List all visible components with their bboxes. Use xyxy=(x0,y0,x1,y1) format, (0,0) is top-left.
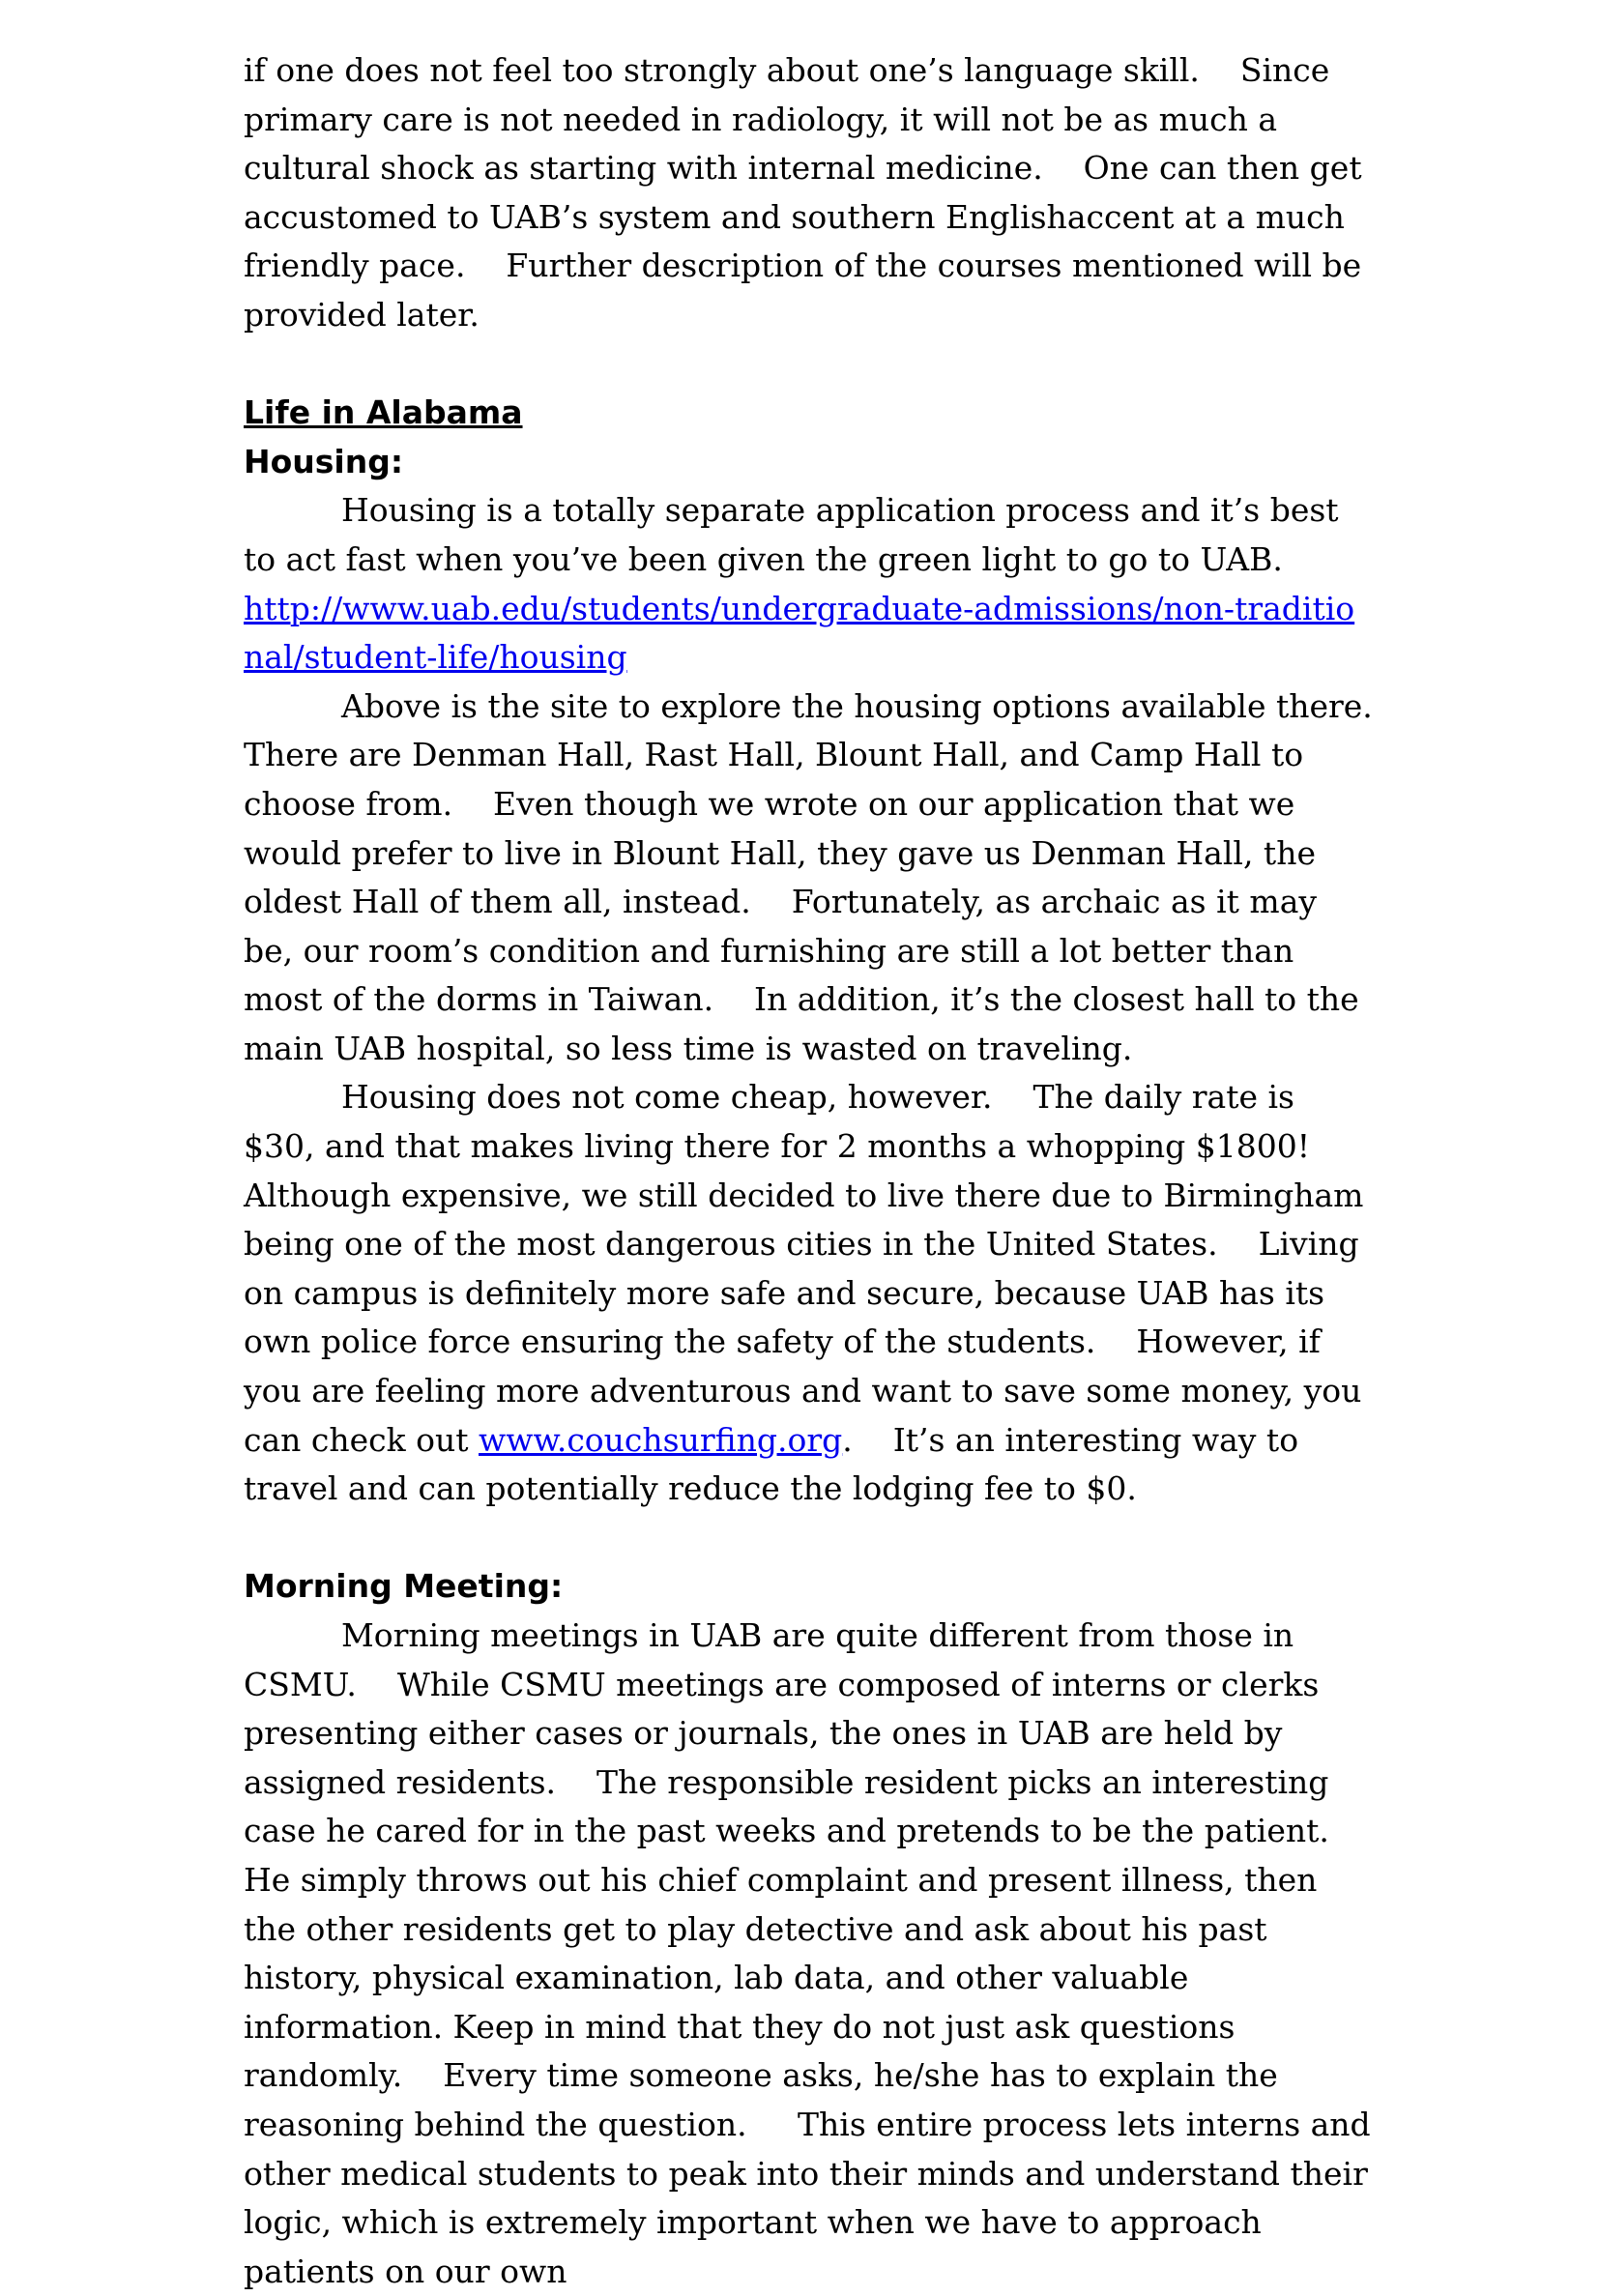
morning-meeting-paragraph: Morning meetings in UAB are quite different from those in CSMU. While CSMU meetings are composed of interns or clerks presenting either cases or journals, the ones in UAB are held by assigned residents. The responsible resident picks an interesting case he cared for in the past weeks and pretends to be the patient. He simply throws out his chief complaint and present illness, then the other residents get to play detective and ask about his past history, physical examination, lab data, and other valuable information. Keep in mind that they do not just ask questions randomly. Every time someone asks, he/she has to explain the reasoning behind the question. This entire process lets interns and other medical students to peak into their minds and understand their logic, which is extremely important when we have to approach patients on our own xyxy=(244,1616,1381,2290)
housing-heading: Housing: xyxy=(244,442,404,480)
housing-paragraph-3-text-end: . It’s an interesting way to travel and can potentially reduce the lodging fee to $0. xyxy=(244,1420,1309,1508)
document-page xyxy=(244,46,1383,2296)
intro-paragraph: if one does not feel too strongly about one’s language skill. Since primary care is not needed in radiology, it will not be as much a cultural shock as starting with internal medicine. One can then get accustomed to UAB’s system and southern Englishaccent at a much friendly pace. Further description of the courses mentioned will be provided later. xyxy=(244,51,1373,334)
housing-paragraph-3 xyxy=(244,1073,1375,1513)
housing-paragraph-2: Above is the site to explore the housing options available there. There are Denman Hall, Rast Hall, Blount Hall, and Camp Hall to choose from. Even though we wrote on our application that we would prefer to live in Blount Hall, they gave us Denman Hall, the oldest Hall of them all, instead. Fortunately, as archaic as it may be, our room’s condition and furnishing are still a lot better than most of the dorms in Taiwan. In addition, it’s the closest hall to the main UAB hospital, so less time is wasted on traveling. xyxy=(244,686,1383,1067)
blank-line xyxy=(244,340,1375,390)
housing-paragraph-3-text: Housing does not come cheap, however. The daily rate is $30, and that makes living there for 2 months a whopping $1800! Although expensive, we still decided to live there due to Birmingham being one of the most dangerous cities in the United States. Living on campus is definitely more safe and secure, because UAB has its own police force ensuring the safety of the students. However, if you are feeling more adventurous and want to save some money, you can check out xyxy=(244,1078,1374,1459)
blank-line xyxy=(244,1514,1375,1563)
housing-link-paragraph xyxy=(244,585,1375,683)
housing-link[interactable]: http://www.uab.edu/students/undergraduate-admissions/non-traditional/student-life/housing xyxy=(244,589,1355,677)
section-title: Life in Alabama xyxy=(244,393,523,432)
couchsurfing-link[interactable]: www.couchsurfing.org xyxy=(479,1420,843,1459)
housing-paragraph-1: Housing is a totally separate application process and it’s best to act fast when you’ve been given the green light to go to UAB. xyxy=(244,491,1350,578)
morning-meeting-heading: Morning Meeting: xyxy=(244,1567,564,1606)
